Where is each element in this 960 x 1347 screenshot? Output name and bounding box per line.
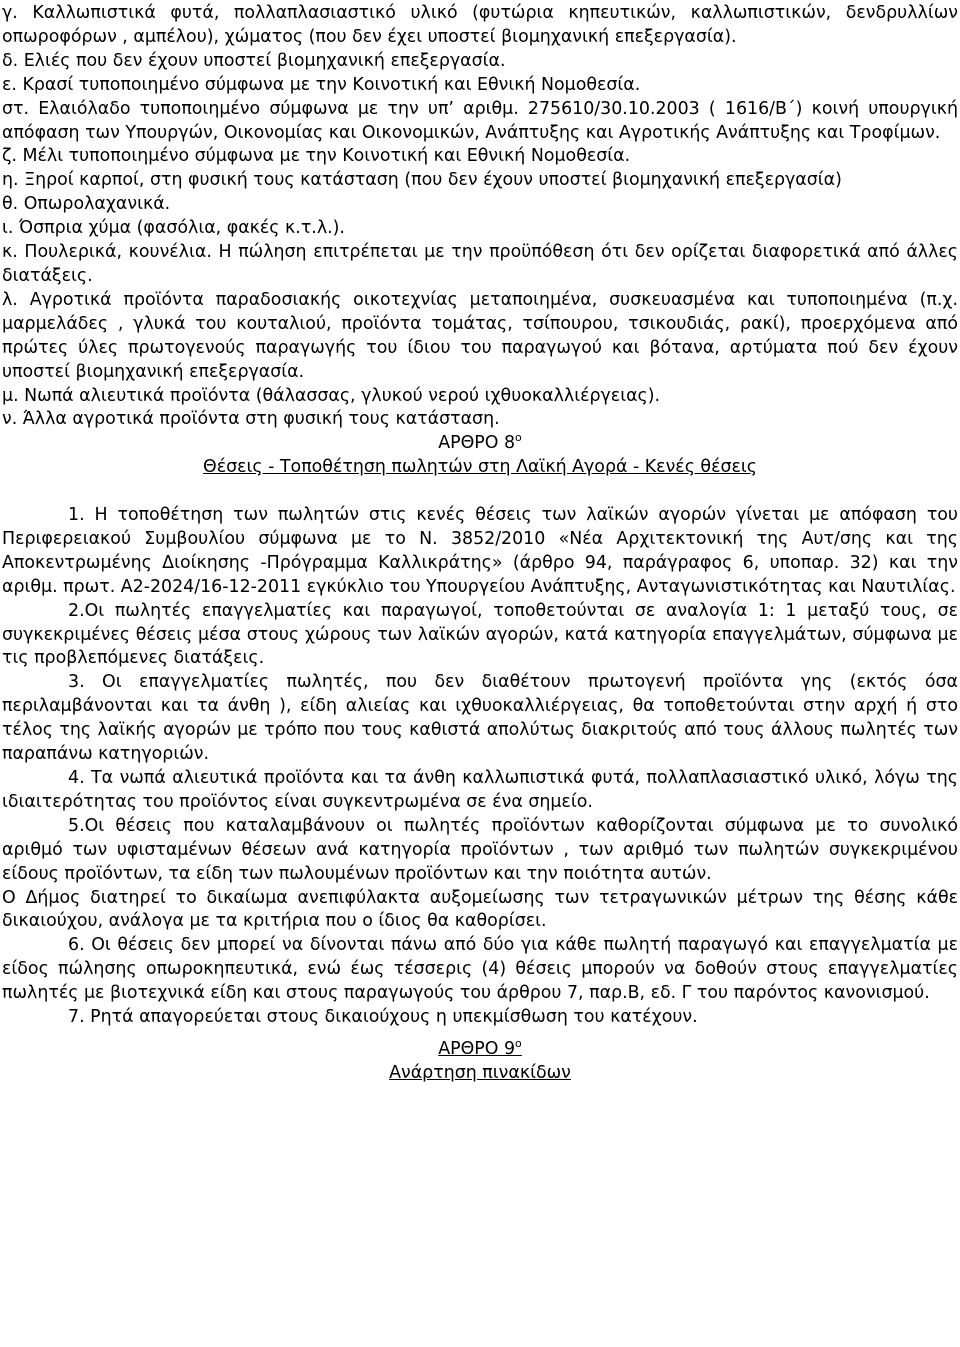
list-item-m: μ. Νωπά αλιευτικά προϊόντα (θάλασσας, γλυκού νερού ιχθυοκαλλιέργειας). xyxy=(2,385,661,406)
article-8-heading-sup: ο xyxy=(515,431,522,445)
article-8-paragraph-5: 5.Οι θέσεις που καταλαμβάνουν οι πωλητές προϊόντων καθορίζονται σύμφωνα με το συνολικό αριθμό των υφισταμένων θέσεων ανά κατηγορία προϊόντων , των αριθμό των πωλητών συγκεκριμένου είδους προϊόντων, τα είδη των πωλουμένων προϊόντων και την ποιότητα αυτών. xyxy=(2,815,958,884)
list-item-d: δ. Ελιές που δεν έχουν υποστεί βιομηχανική επεξεργασία. xyxy=(2,50,506,71)
spacer xyxy=(2,480,958,504)
article-8-paragraph-4: 4. Τα νωπά αλιευτικά προϊόντα και τα άνθη καλλωπιστικά φυτά, πολλαπλασιαστικό υλικό, λόγω της ιδιαιτερότητας του προϊόντος είναι συγκεντρωμένα σε ένα σημείο. xyxy=(2,767,958,812)
list-item-z: ζ. Μέλι τυποποιημένο σύμφωνα με την Κοινοτική και Εθνική Νομοθεσία. xyxy=(2,146,631,167)
article-8-paragraph-7: 7. Ρητά απαγορεύεται στους δικαιούχους η υπεκμίσθωση του κατέχουν. xyxy=(68,1007,698,1028)
list-item-st: στ. Ελαιόλαδο τυποποιημένο σύμφωνα με την υπ’ αριθμ. 275610/30.10.2003 ( 1616/Β΄) κοινή υπουργική απόφαση των Υπουργών, Οικονομίας και Οικονομικών, Ανάπτυξης και Αγροτικής Ανάπτυξης και Τροφίμων. xyxy=(2,98,958,143)
article-8-paragraph-1: 1. Η τοποθέτηση των πωλητών στις κενές θέσεις των λαϊκών αγορών γίνεται με απόφαση του Περιφερειακού Συμβουλίου σύμφωνα με το Ν. 3852/2010 «Νέα Αρχιτεκτονική της Αυτ/σης και της Αποκεντρωμένης Διοίκησης -Πρόγραμμα Καλλικράτης» (άρθρο 94, παράγραφος 6, υποπαρ. 32) και την αριθμ. πρωτ. Α2-2024/16-12-2011 εγκύκλιο του Υπουργείου Ανάπτυξης, Ανταγωνιστικότητας και Ναυτιλίας. xyxy=(2,505,958,597)
document-page xyxy=(2,2,958,1086)
article-9-heading xyxy=(2,1038,958,1062)
article-8-paragraph-3: 3. Οι επαγγελματίες πωλητές, που δεν διαθέτουν πρωτογενή προϊόντα γης (εκτός όσα περιλαμβάνονται και τα άνθη ), είδη αλιείας και ιχθυοκαλλιέργειας, θα τοποθετούνται στην αρχή ή στο τέλος της λαϊκής αγορών με τρόπο που τους καθιστά απολύτως διακριτούς από τους άλλους πωλητές των παραπάνω κατηγοριών. xyxy=(2,672,958,765)
list-item-e: ε. Κρασί τυποποιημένο σύμφωνα με την Κοινοτική και Εθνική Νομοθεσία. xyxy=(2,74,641,95)
list-item-i: ι. Όσπρια χύμα (φασόλια, φακές κ.τ.λ.). xyxy=(2,218,345,239)
article-9-title: Ανάρτηση πινακίδων xyxy=(389,1062,571,1083)
article-8-title: Θέσεις - Τοποθέτηση πωλητών στη Λαϊκή Αγορά - Κενές θέσεις xyxy=(203,457,757,478)
list-item-l: λ. Αγροτικά προϊόντα παραδοσιακής οικοτεχνίας μεταποιημένα, συσκευασμένα και τυποποιημένα (π.χ. μαρμελάδες , γλυκά του κουταλιού, προϊόντα τομάτας, τσίπουρου, τσικουδιάς, ρακί), προερχόμενα από πρώτες ύλες πρωτογενούς παραγωγής του ίδιου του παραγωγού και βότανα, αρτύματα πού δεν έχουν υποστεί βιομηχανική επεξεργασία. xyxy=(2,289,958,382)
article-9-heading-sup: ο xyxy=(515,1036,522,1050)
list-item-k: κ. Πουλερικά, κουνέλια. Η πώληση επιτρέπεται με την προϋπόθεση ότι δεν ορίζεται διαφορετικά από άλλες διατάξεις. xyxy=(2,242,958,286)
article-8-paragraph-2: 2.Οι πωλητές επαγγελματίες και παραγωγοί, τοποθετούνται σε αναλογία 1: 1 μεταξύ τους, σε συγκεκριμένες θέσεις μέσα στους χώρους των λαϊκών αγορών, κατά κατηγορία επαγγελμάτων, σύμφωνα με τις προβλεπόμενες διατάξεις. xyxy=(2,600,958,669)
list-item-g: γ. Καλλωπιστικά φυτά, πολλαπλασιαστικό υλικό (φυτώρια κηπευτικών, καλλωπιστικών, δενδρυλλίων οπωροφόρων , αμπέλου), χώματος (που δεν έχει υποστεί βιομηχανική επεξεργασία). xyxy=(2,3,958,47)
list-item-n: ν. Άλλα αγροτικά προϊόντα στη φυσική τους κατάσταση. xyxy=(2,409,500,430)
spacer xyxy=(2,1030,958,1038)
article-8-heading xyxy=(2,432,958,456)
article-8-heading-text: ΑΡΘΡΟ 8 xyxy=(438,433,516,454)
article-8-paragraph-5b: Ο Δήμος διατηρεί το δικαίωμα ανεπιφύλακτα αυξομείωσης των τετραγωνικών μέτρων της θέσης κάθε δικαιούχου, ανάλογα με τα κριτήρια που ο ίδιος θα καθορίσει. xyxy=(2,887,958,932)
list-item-h: η. Ξηροί καρποί, στη φυσική τους κατάσταση (που δεν έχουν υποστεί βιομηχανική επεξεργασία) xyxy=(2,170,842,191)
article-8-paragraph-6: 6. Οι θέσεις δεν μπορεί να δίνονται πάνω από δύο για κάθε πωλητή παραγωγό και επαγγελματία με είδος πώλησης οπωροκηπευτικά, ενώ έως τέσσερις (4) θέσεις μπορούν να δοθούν στους επαγγελματίες πωλητές με βιοτεχνικά είδη και στους παραγωγούς του άρθρου 7, παρ.Β, εδ. Γ του παρόντος κανονισμού. xyxy=(2,935,958,1004)
list-item-th: θ. Οπωρολαχανικά. xyxy=(2,194,171,215)
article-9-heading-text: ΑΡΘΡΟ 9 xyxy=(438,1038,516,1059)
